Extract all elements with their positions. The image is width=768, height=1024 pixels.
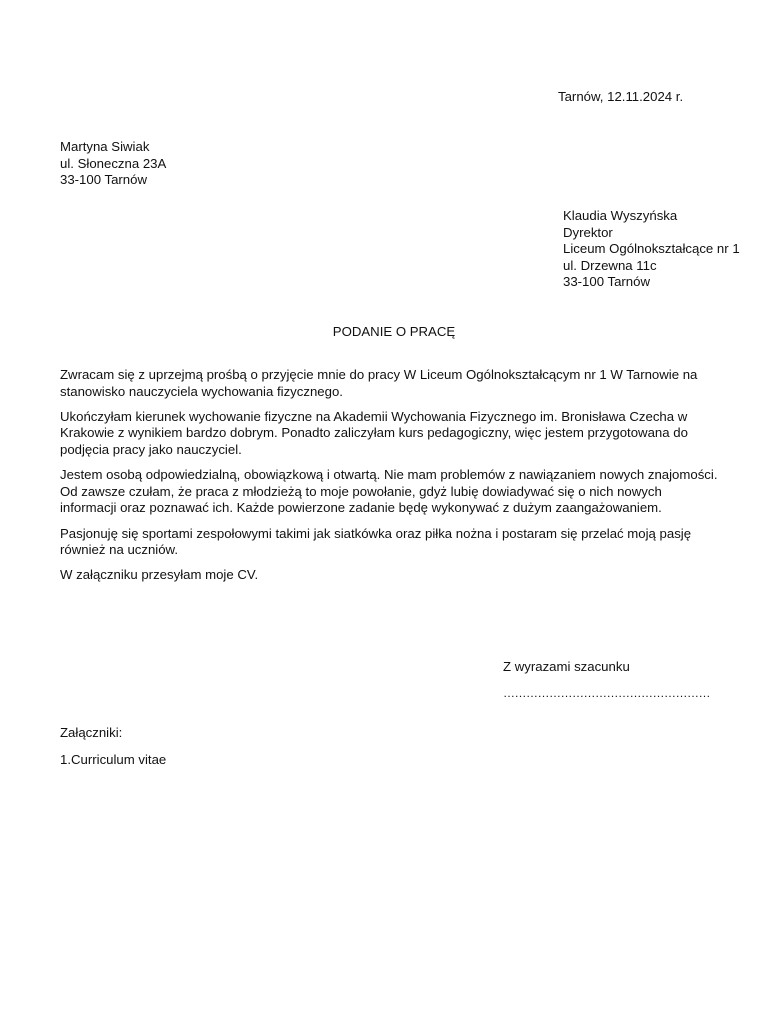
document-title: PODANIE O PRACĘ <box>332 324 456 339</box>
closing-phrase: Z wyrazami szacunku <box>503 659 630 674</box>
recipient-street: ul. Drzewna 11c <box>563 257 657 273</box>
recipient-city: 33-100 Tarnów <box>563 274 650 289</box>
recipient-name: Klaudia Wyszyńska <box>563 208 678 223</box>
attachment-item: 1.Curriculum vitae <box>60 752 167 767</box>
sender-block <box>60 139 166 189</box>
recipient-block <box>563 208 740 291</box>
body-paragraph: Pasjonuję się sportami zespołowymi takimi jak siatkówka oraz piłka nożna i postaram się przelać moją pasję również na uczniów. <box>60 525 692 558</box>
body-paragraph: Ukończyłam kierunek wychowanie fizyczne na Akademii Wychowania Fizycznego im. Bronisława Czecha w Krakowie z wynikiem bardzo dobrym. Ponadto zaliczyłam kurs pedagogiczny, więc jestem przygotowana do podjęcia pracy jako nauczyciel. <box>60 408 688 457</box>
attachments-label: Załączniki: <box>60 725 123 740</box>
recipient-position: Dyrektor <box>563 224 613 240</box>
body-paragraph: Jestem osobą odpowiedzialną, obowiązkową i otwartą. Nie mam problemów z nawiązaniem nowych znajomości. Od zawsze czułam, że praca z młodzieżą to moje powołanie, gdyż lubię dowiadywać się o nich nowych informacji oraz poznawać ich. Każde powierzone zadanie będę wykonywać z dużym zaangażowaniem. <box>60 467 718 516</box>
signature-line: ……………………………………………… <box>503 686 710 700</box>
date-line: Tarnów, 12.11.2024 r. <box>558 89 684 104</box>
body-paragraph: W załączniku przesyłam moje CV. <box>60 567 259 583</box>
sender-street: ul. Słoneczna 23A <box>60 155 167 171</box>
recipient-institution: Liceum Ogólnokształcące nr 1 <box>563 241 740 256</box>
sender-city: 33-100 Tarnów <box>60 172 147 187</box>
letter-body <box>60 367 720 593</box>
body-paragraph: Zwracam się z uprzejmą prośbą o przyjęcie mnie do pracy W Liceum Ogólnokształcącym nr 1 W Tarnowie na stanowisko nauczyciela wychowania fizycznego. <box>60 367 698 399</box>
sender-name: Martyna Siwiak <box>60 139 150 154</box>
